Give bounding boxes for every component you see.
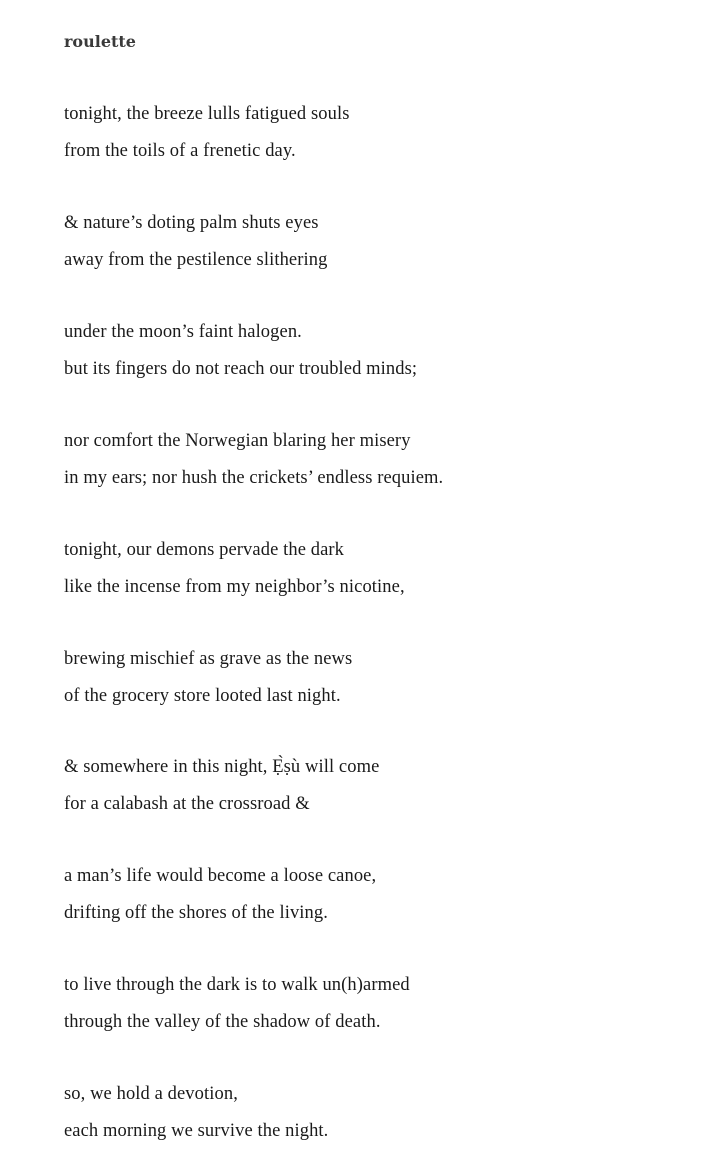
stanza (64, 205, 684, 278)
poem-line: to live through the dark is to walk un(h)armed (64, 975, 410, 995)
poem-line: for a calabash at the crossroad & (64, 793, 310, 814)
stanza (64, 1076, 684, 1149)
poem-line: in my ears; nor hush the crickets’ endless requiem. (64, 467, 444, 488)
stanza (64, 423, 684, 496)
stanza (64, 749, 684, 822)
poem-line: & somewhere in this night, Ẹ̀ṣù will come (64, 757, 380, 777)
poem-title: roulette (64, 32, 136, 51)
poem-line: of the grocery store looted last night. (64, 685, 341, 706)
poem-line: so, we hold a devotion, (64, 1084, 238, 1104)
stanza (64, 967, 684, 1040)
poem-line: tonight, our demons pervade the dark (64, 540, 344, 560)
stanza (64, 641, 684, 714)
poem-line: each morning we survive the night. (64, 1120, 329, 1141)
stanza (64, 96, 684, 169)
stanza (64, 532, 684, 605)
poem-line: tonight, the breeze lulls fatigued souls (64, 104, 350, 124)
poem-line: from the toils of a frenetic day. (64, 140, 296, 161)
poem-line: & nature’s doting palm shuts eyes (64, 213, 319, 233)
poem-line: nor comfort the Norwegian blaring her misery (64, 431, 411, 451)
stanza (64, 314, 684, 387)
poem-line: under the moon’s faint halogen. (64, 322, 302, 342)
poem-line: but its fingers do not reach our troubled minds; (64, 358, 418, 379)
poem-line: away from the pestilence slithering (64, 249, 328, 270)
poem-line: a man’s life would become a loose canoe, (64, 866, 377, 886)
poem-line: like the incense from my neighbor’s nicotine, (64, 576, 405, 597)
poem-line: brewing mischief as grave as the news (64, 649, 353, 669)
poem-line: through the valley of the shadow of death. (64, 1011, 381, 1032)
poem-line: drifting off the shores of the living. (64, 902, 328, 923)
stanza (64, 858, 684, 931)
